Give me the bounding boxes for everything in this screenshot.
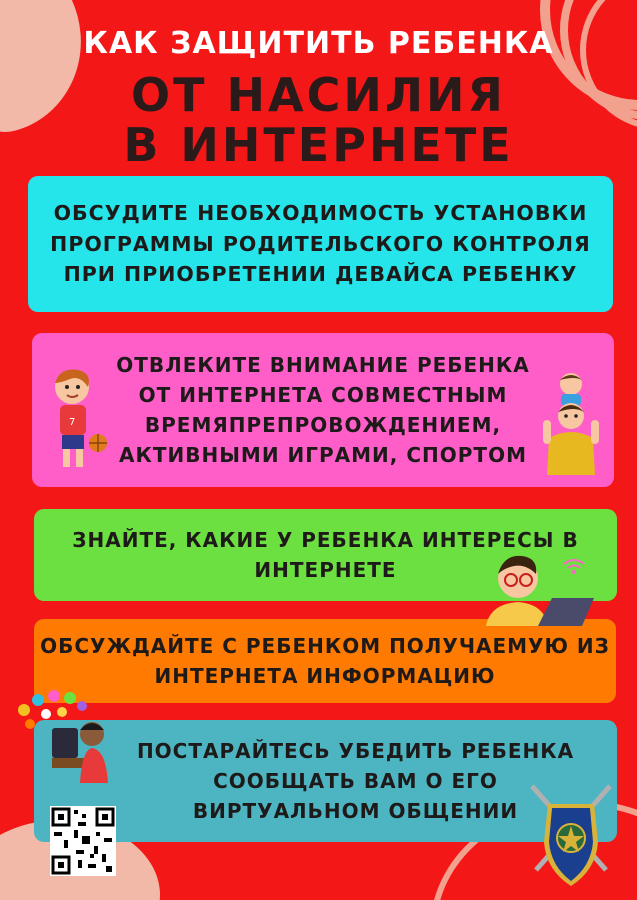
tip-text: ЗНАЙТЕ, КАКИЕ У РЕБЕНКА ИНТЕРЕСЫ В ИНТЕРНЕТЕ: [72, 528, 579, 582]
father-child-illustration: [535, 370, 607, 475]
basketball-boy-illustration: [40, 365, 110, 475]
qr-code-icon: [50, 806, 116, 876]
child-laptop-illustration: [486, 548, 601, 626]
investigative-committee-emblem-icon: [526, 782, 616, 890]
tip-text: ОБСУДИТЕ НЕОБХОДИМОСТЬ УСТАНОВКИ ПРОГРАММЫ РОДИТЕЛЬСКОГО КОНТРОЛЯ ПРИ ПРИОБРЕТЕНИИ ДЕВАЙСА РЕБЕНКУ: [50, 200, 591, 287]
title-line-1: КАК ЗАЩИТИТЬ РЕБЕНКА: [83, 26, 554, 61]
title-line-2: ОТ НАСИЛИЯ: [131, 68, 506, 122]
tip-card-parental-control: [28, 176, 613, 312]
tip-text: ПОСТАРАЙТЕСЬ УБЕДИТЬ РЕБЕНКА СООБЩАТЬ ВАМ О ЕГО ВИРТУАЛЬНОМ ОБЩЕНИИ: [136, 739, 575, 823]
tip-text: ОТВЛЕКИТЕ ВНИМАНИЕ РЕБЕНКА ОТ ИНТЕРНЕТА СОВМЕСТНЫМ ВРЕМЯПРЕПРОВОЖДЕНИЕМ, АКТИВНЫМИ ИГРАМИ, СПОРТОМ: [116, 353, 530, 467]
tip-card-distract: [32, 333, 614, 487]
title-line-3: В ИНТЕРНЕТЕ: [123, 118, 514, 172]
child-computer-illustration: [12, 688, 122, 783]
svg-text:7: 7: [69, 417, 76, 428]
tip-text: ОБСУЖДАЙТЕ С РЕБЕНКОМ ПОЛУЧАЕМУЮ ИЗ ИНТЕРНЕТА ИНФОРМАЦИЮ: [40, 634, 610, 688]
